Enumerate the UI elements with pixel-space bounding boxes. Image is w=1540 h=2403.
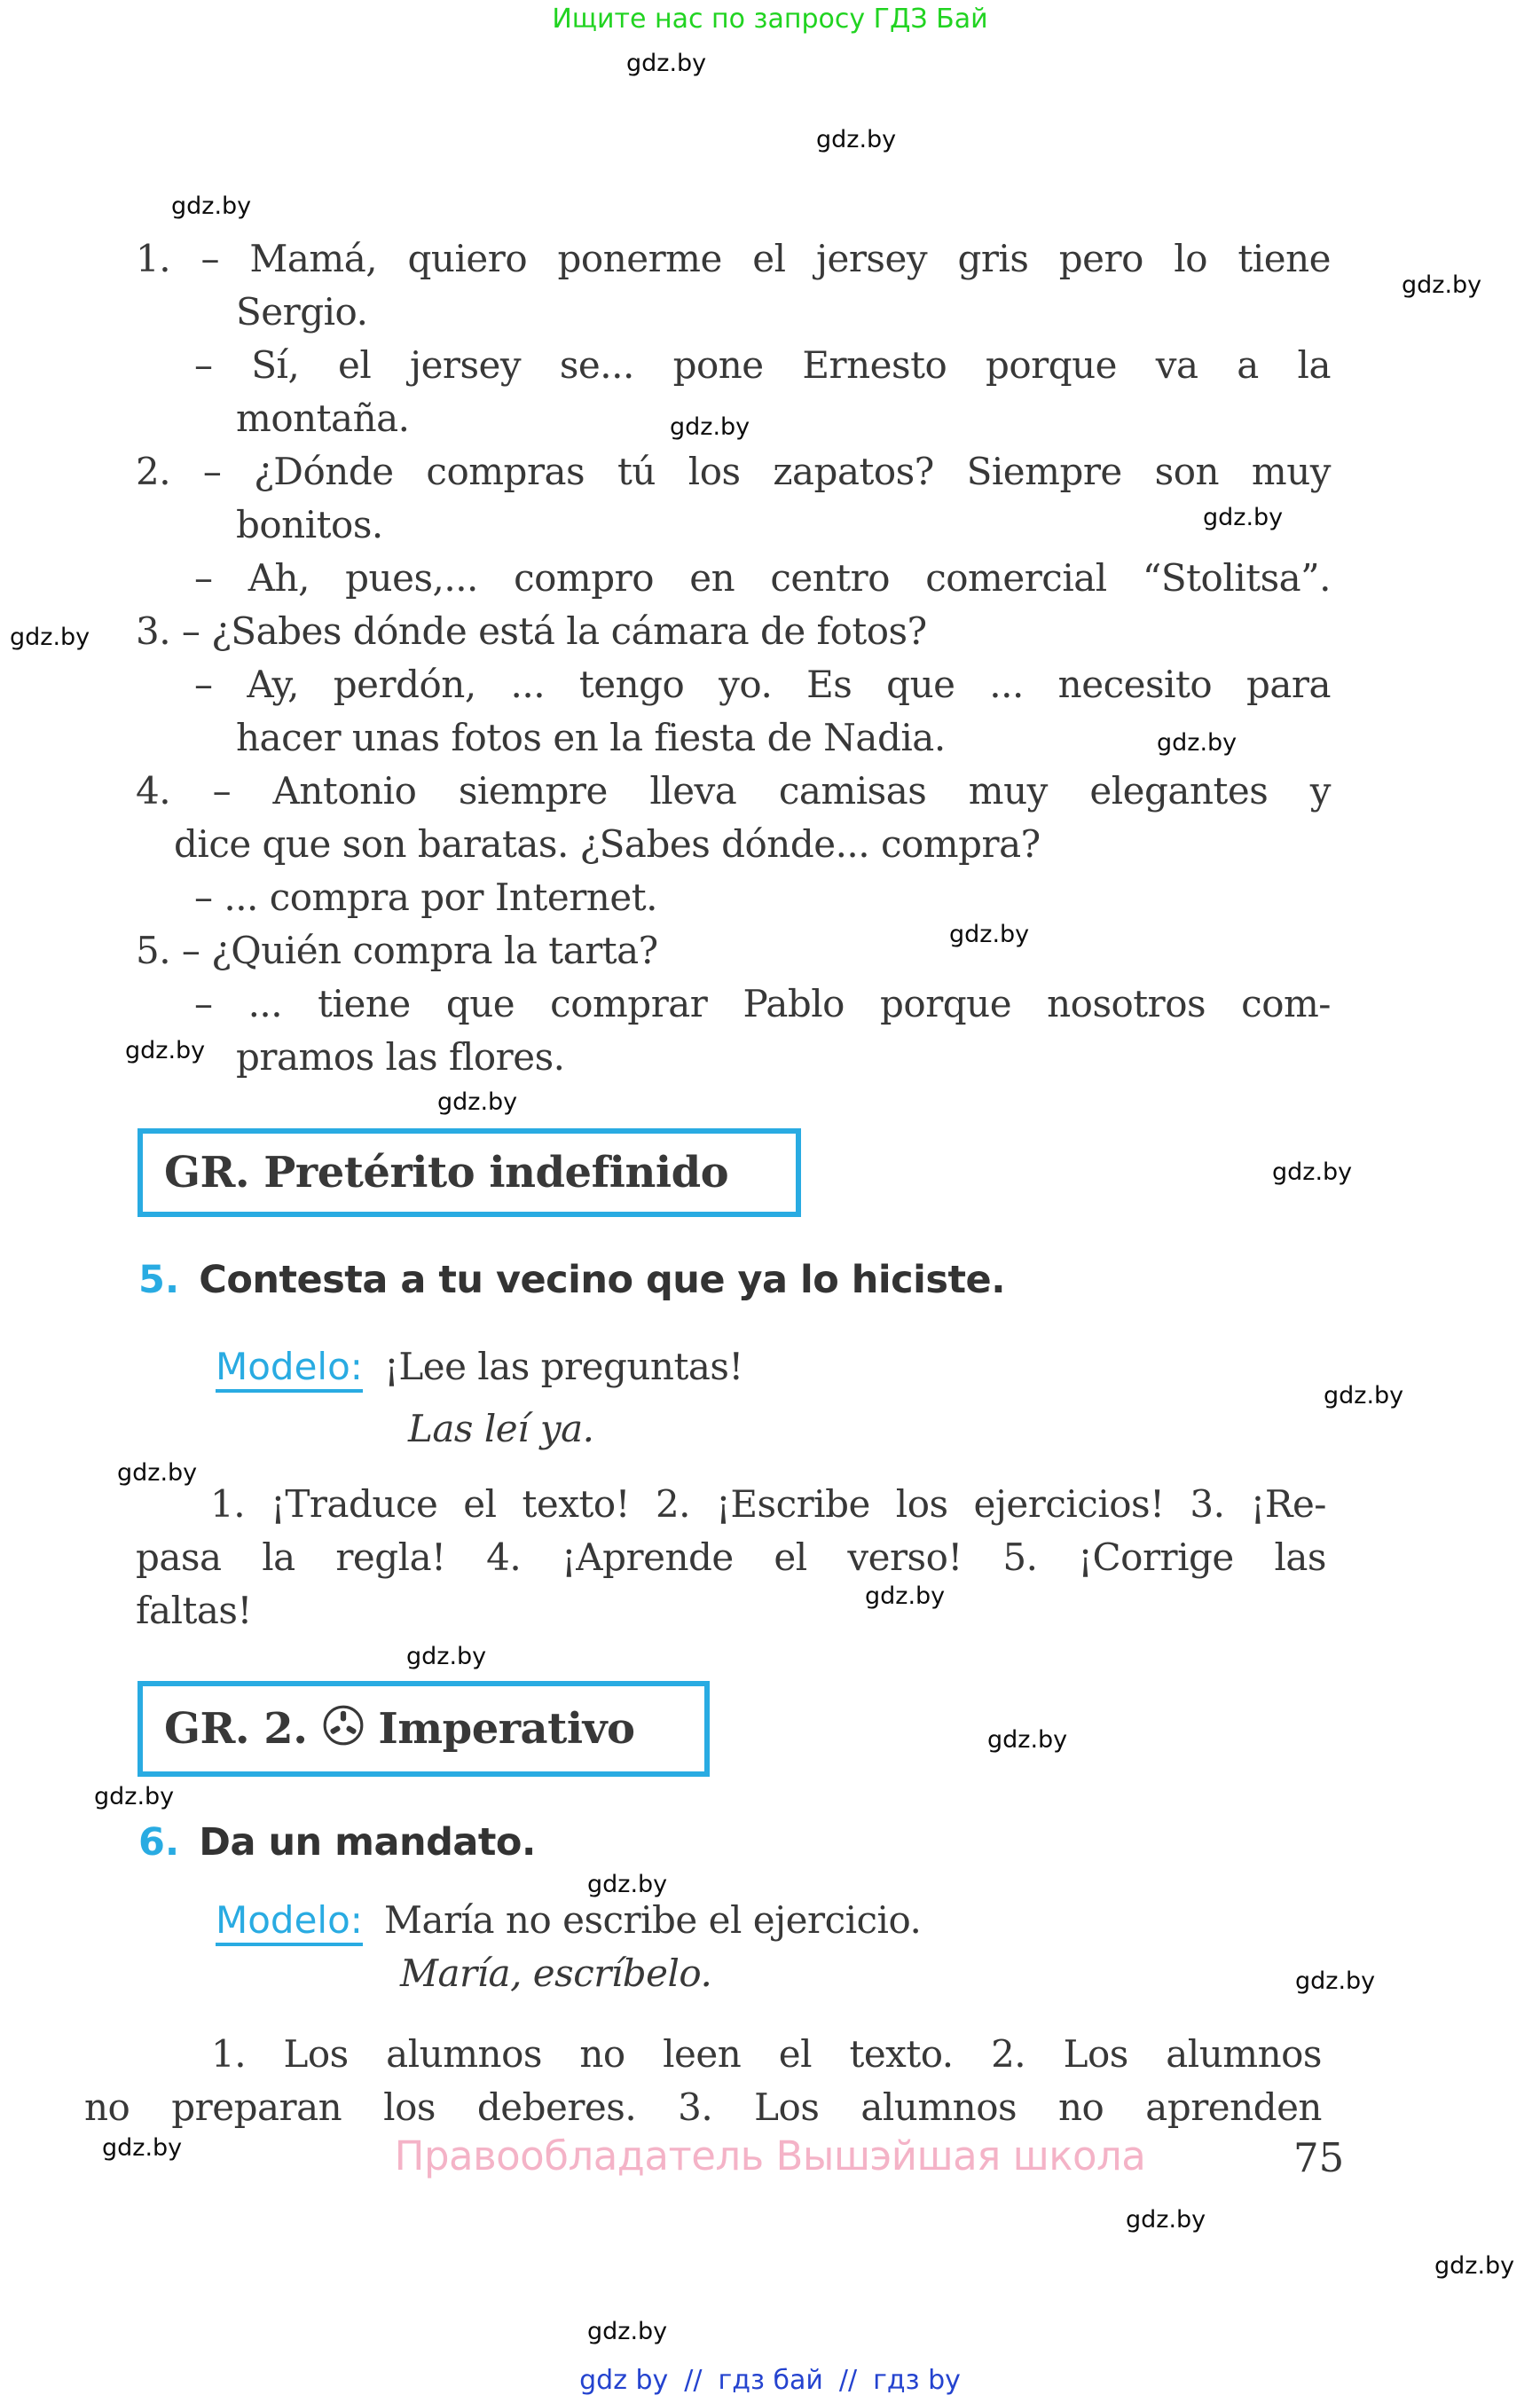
gdz-watermark: gdz.by [1157,729,1238,757]
exercise5-line: 1. ¡Traduce el texto! 2. ¡Escribe los ejercicios! 3. ¡Re- [210,1482,1326,1526]
footer-link[interactable]: гдз бай [718,2365,823,2396]
exercise5-number: 5. [138,1258,180,1302]
dialogue-line: 2. – ¿Dónde compras tú los zapatos? Siempre son muy [136,450,1331,493]
dialogue-line: 4. – Antonio siempre lleva camisas muy elegantes y [136,769,1331,813]
dialogue-line: bonitos. [236,503,383,546]
copyright-notice: Правообладатель Вышэйшая школа [394,2132,1146,2179]
grammar-box-title: GR. Pretérito indefinido [164,1148,729,1198]
modelo-answer: María, escríbelo. [400,1951,712,1995]
dialogue-line: Sergio. [236,290,368,334]
footer-link[interactable]: гдз by [873,2365,961,2396]
gdz-watermark: gdz.by [1324,1382,1404,1410]
gdz-watermark: gdz.by [10,624,90,651]
dialogue-line: dice que son baratas. ¿Sabes dónde... compra? [174,822,1041,866]
dialogue-line: – Ah, pues,... compro en centro comercial “Stolitsa”. [194,556,1331,600]
footer-link[interactable]: gdz by [579,2365,669,2396]
modelo-label[interactable]: Modelo: [216,1900,363,1946]
dialogue-line: – Sí, el jersey se... pone Ernesto porque va a la [194,343,1331,387]
modelo-label[interactable]: Modelo: [216,1347,363,1393]
dialogue-exercise [136,232,1331,1084]
exercise6-line: no preparan los deberes. 3. Los alumnos no aprenden [84,2085,1322,2129]
gdz-watermark: gdz.by [1272,1158,1353,1186]
footer-separator: // [684,2365,703,2396]
dialogue-line: 1. – Mamá, quiero ponerme el jersey gris pero lo tiene [136,237,1331,280]
gdz-watermark: gdz.by [670,413,750,441]
gdz-watermark: gdz.by [949,921,1030,948]
exercise6-title: Da un mandato. [199,1820,536,1865]
dialogue-line: 3. – ¿Sabes dónde está la cámara de fotos? [136,609,927,653]
gdz-watermark: gdz.by [865,1582,946,1610]
dialogue-line: hacer unas fotos en la fiesta de Nadia. [236,716,946,759]
gdz-watermark: gdz.by [587,1871,668,1898]
gdz-watermark: gdz.by [94,1783,175,1810]
exercise5-line: pasa la regla! 4. ¡Aprende el verso! 5. ¡Corrige las [136,1535,1326,1579]
dialogue-line: – Ay, perdón, ... tengo yo. Es que ... necesito para [194,663,1331,706]
gdz-watermark: gdz.by [102,2134,183,2162]
grammar-box2-word: Imperativo [378,1704,635,1754]
exercise5-items [136,1478,1326,1637]
gdz-watermark: gdz.by [406,1643,487,1670]
footer-separator: // [838,2365,858,2396]
modelo-prompt: María no escribe el ejercicio. [383,1898,922,1942]
propeller-icon [321,1703,365,1758]
dialogue-line: – ... compra por Internet. [194,876,657,919]
footer-links [0,2365,1540,2396]
gdz-watermark: gdz.by [1402,271,1482,299]
dialogue-line: – ... tiene que comprar Pablo porque nosotros com- [194,982,1331,1025]
modelo-answer: Las leí ya. [408,1407,594,1450]
grammar-box2-prefix: GR. 2. [164,1704,308,1754]
dialogue-line: pramos las flores. [236,1035,565,1079]
exercise5-title: Contesta a tu vecino que ya lo hiciste. [199,1258,1006,1302]
dialogue-line: 5. – ¿Quién compra la tarta? [136,929,658,972]
gdz-watermark: gdz.by [125,1037,206,1064]
gdz-watermark: gdz.by [1434,2252,1515,2280]
grammar-box-preterito [138,1128,801,1217]
gdz-watermark: gdz.by [1126,2206,1206,2234]
dialogue-line: montaña. [236,397,410,440]
grammar-box-imperativo [138,1681,710,1777]
gdz-watermark: gdz.by [117,1459,198,1487]
exercise6-number: 6. [138,1820,180,1865]
gdz-watermark: gdz.by [1203,504,1284,531]
exercise5-line: faltas! [136,1589,252,1632]
gdz-watermark: gdz.by [626,50,707,77]
gdz-watermark: gdz.by [437,1088,518,1116]
gdz-watermark: gdz.by [171,192,252,220]
gdz-watermark: gdz.by [987,1726,1068,1754]
gdz-watermark: gdz.by [816,126,897,153]
page-number: 75 [1293,2134,1345,2181]
exercise6-items [84,2028,1322,2134]
exercise6-line: 1. Los alumnos no leen el texto. 2. Los alumnos [211,2032,1322,2076]
gdz-watermark: gdz.by [1295,1967,1376,1995]
promo-banner: Ищите нас по запросу ГДЗ Бай [552,4,988,35]
gdz-watermark: gdz.by [587,2318,668,2345]
modelo-prompt: ¡Lee las preguntas! [383,1345,743,1388]
